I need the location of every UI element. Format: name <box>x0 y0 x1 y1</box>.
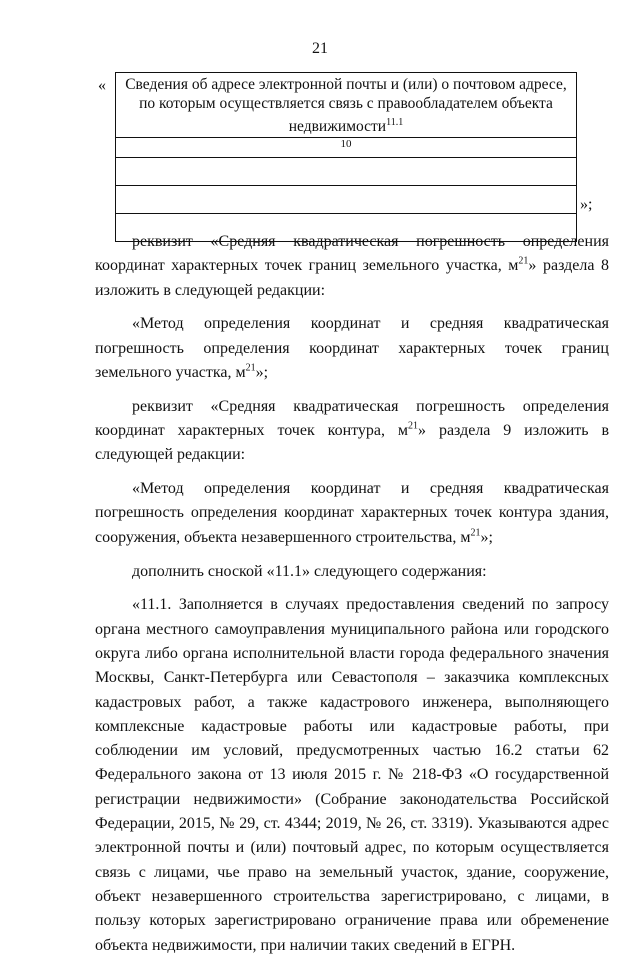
paragraph-text: реквизит «Средняя квадратическая погрешность определения координат характерных точек границ земельного участка, м <box>95 233 609 275</box>
table-open-quote: « <box>98 77 106 94</box>
table-close-quote: »; <box>580 196 593 213</box>
footnote-ref: 21 <box>408 420 419 432</box>
footnote-ref: 21 <box>470 527 481 539</box>
table-empty-row <box>116 185 576 213</box>
paragraph-tail: » раздела 8 изложить в следующей редакции: <box>95 257 609 299</box>
table-column-number: 10 <box>116 137 576 157</box>
paragraph-text: «Метод определения координат и средняя квадратическая погрешность определения координат характерных точек контура здания, сооружения, объекта незавершенного строительства, м <box>95 480 609 546</box>
paragraph <box>95 477 609 550</box>
page-number: 21 <box>312 40 328 57</box>
paragraph-text: дополнить сноской «11.1» следующего содержания: <box>132 562 487 580</box>
body-text <box>95 230 609 967</box>
paragraph-tail: » раздела 9 изложить в следующей редакции: <box>95 422 609 464</box>
paragraph <box>95 560 609 584</box>
paragraph <box>95 395 609 468</box>
paragraph-tail: »; <box>255 363 269 381</box>
table-header <box>116 73 576 137</box>
address-table <box>115 72 577 242</box>
paragraph <box>95 312 609 385</box>
paragraph-text: «11.1. Заполняется в случаях предоставления сведений по запросу органа местного самоуправления муниципального района или городского округа либо органа исполнительной власти города федерального значения Москвы, Санкт-Петербурга или Севастополя – заказчика комплексных кадастровых работ, а также кадастрового инженера, выполняющего комплексные кадастровые работы или кадастровые работы, при соблюдении им условий, предусмотренных частью 16.2 статьи 62 Федерального закона от 13 июля 2015 г. № 218-ФЗ «О государственной регистрации недвижимости» (Собрание законодательства Российской Федерации, 2015, № 29, ст. 4344; 2019, № 26, ст. 3319). Указываются адрес электронной почты и (или) почтовый адрес, по которым осуществляется связь с лицами, чье право на земельный участок, здание, сооружение, объект незавершенного строительства зарегистрировано, с лицами, в пользу которых зарегистрировано ограничение права или обременение объекта недвижимости, при наличии таких сведений в ЕГРН. <box>95 596 609 954</box>
paragraph <box>95 230 609 303</box>
paragraph <box>95 593 609 957</box>
footnote-ref: 21 <box>518 255 529 267</box>
paragraph-text: «Метод определения координат и средняя квадратическая погрешность определения координат характерных точек границ земельного участка, м <box>95 315 609 381</box>
paragraph-tail: »; <box>480 528 493 546</box>
table-empty-row <box>116 157 576 185</box>
table-header-footnote-ref: 11.1 <box>386 117 404 128</box>
footnote-ref: 21 <box>245 362 256 374</box>
table-header-text: Сведения об адресе электронной почты и (или) о почтовом адресе, по которым осуществляется связь с правообладателем объекта недвижимости <box>125 76 567 136</box>
paragraph-text: реквизит «Средняя квадратическая погрешность определения координат характерных точек контура, м <box>95 397 609 440</box>
